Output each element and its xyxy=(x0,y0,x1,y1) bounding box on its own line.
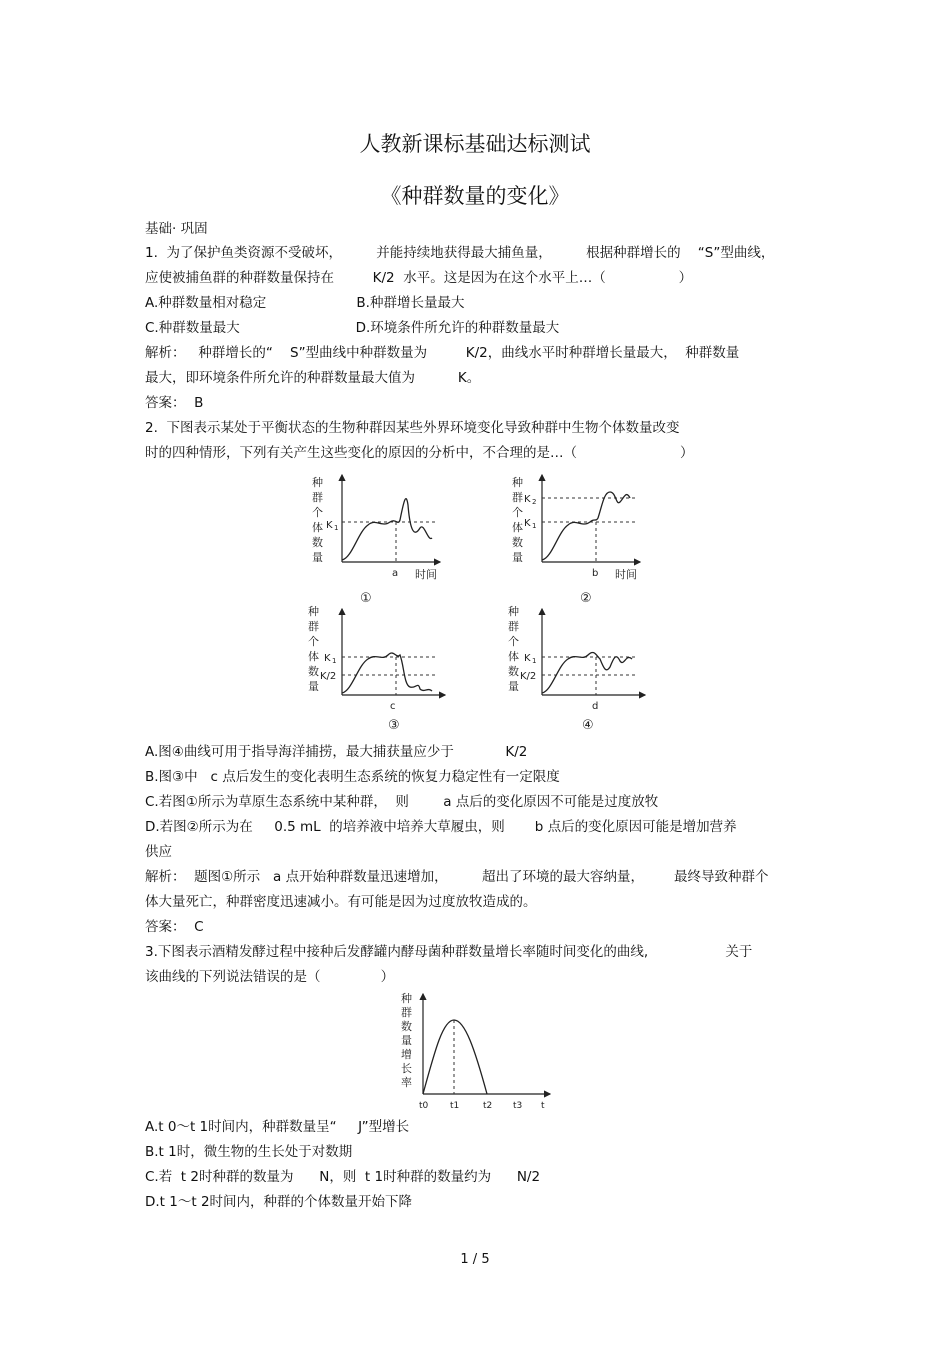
svg-text:数: 数 xyxy=(308,665,319,678)
svg-text:量: 量 xyxy=(312,551,323,564)
panel-3-label: ③ xyxy=(388,718,400,733)
q3-figure xyxy=(395,990,560,1119)
svg-text:体: 体 xyxy=(512,521,523,534)
svg-text:体: 体 xyxy=(308,650,319,663)
q3-tick-t2: t2 xyxy=(483,1101,493,1111)
panel-3 xyxy=(308,605,445,733)
svg-text:群: 群 xyxy=(312,491,323,504)
q1-options-ab: A.种群数量相对稳定 B.种群增长量最大 xyxy=(145,295,465,311)
panel-1-xlabel: 时间 xyxy=(415,568,437,581)
panel-1-ylabel xyxy=(312,476,323,564)
q3-line-2: 该曲线的下列说法错误的是（ ） xyxy=(145,969,395,985)
q1-answer: 答案： B xyxy=(145,395,204,411)
svg-text:量: 量 xyxy=(308,680,319,693)
doc-subtitle: 《种群数量的变化》 xyxy=(380,184,570,208)
panel-4-k1: K xyxy=(524,653,531,664)
svg-text:体: 体 xyxy=(312,521,323,534)
q3-line-1: 3.下图表示酒精发酵过程中接种后发酵罐内酵母菌种群数量增长率随时间变化的曲线, 关于 xyxy=(145,944,753,960)
svg-text:个: 个 xyxy=(308,635,319,648)
q2-option-b: B.图③中 c 点后发生的变化表明生态系统的恢复力稳定性有一定限度 xyxy=(145,769,560,785)
svg-text:1: 1 xyxy=(532,657,537,665)
svg-text:数: 数 xyxy=(401,1020,412,1033)
panel-2-k2: K xyxy=(524,494,531,505)
panel-4-khalf: K/2 xyxy=(520,671,537,682)
q3-option-d: D.t 1～t 2时间内，种群的个体数量开始下降 xyxy=(145,1194,413,1210)
q2-figure xyxy=(300,470,660,739)
svg-text:2: 2 xyxy=(532,498,537,506)
svg-text:1: 1 xyxy=(334,524,339,532)
q1-options-cd: C.种群数量最大 D.环境条件所允许的种群数量最大 xyxy=(145,320,560,336)
q2-analysis-2: 体大量死亡，种群密度迅速减小。有可能是因为过度放牧造成的。 xyxy=(145,894,537,910)
q2-option-c: C.若图①所示为草原生态系统中某种群， 则 a 点后的变化原因不可能是过度放牧 xyxy=(145,794,659,810)
panel-1 xyxy=(312,475,440,606)
svg-text:种: 种 xyxy=(308,605,319,618)
q3-growth-curve xyxy=(423,1020,487,1094)
q2-option-d-2: 供应 xyxy=(145,844,172,860)
svg-text:率: 率 xyxy=(401,1076,412,1089)
panel-1-k1: K xyxy=(326,520,333,531)
panel-4-label: ④ xyxy=(582,718,594,733)
page-number: 1 / 5 xyxy=(460,1252,490,1267)
q2-option-a: A.图④曲线可用于指导海洋捕捞，最大捕获量应少于 K/2 xyxy=(145,744,528,760)
svg-text:数: 数 xyxy=(312,536,323,549)
svg-text:个: 个 xyxy=(508,635,519,648)
q3-tick-t0: t0 xyxy=(419,1101,429,1111)
panel-2-label: ② xyxy=(580,591,592,606)
q2-option-d-1: D.若图②所示为在 0.5 mL 的培养液中培养大草履虫，则 b 点后的变化原因可能是增加营养 xyxy=(145,819,737,835)
q3-figure-svg xyxy=(395,990,560,1115)
svg-text:量: 量 xyxy=(401,1034,412,1047)
svg-text:群: 群 xyxy=(512,491,523,504)
q3-tick-t1: t1 xyxy=(450,1101,460,1111)
svg-text:群: 群 xyxy=(308,620,319,633)
panel-2-xlabel: 时间 xyxy=(615,568,637,581)
q3-option-b: B.t 1时，微生物的生长处于对数期 xyxy=(145,1144,353,1160)
panel-4-point-d: d xyxy=(592,701,599,712)
panel-4 xyxy=(508,605,645,733)
q2-analysis-1: 解析： 题图①所示 a 点开始种群数量迅速增加， 超出了环境的最大容纳量， 最终导致种群个 xyxy=(145,869,769,885)
q3-tick-t3: t3 xyxy=(513,1101,523,1111)
svg-text:种: 种 xyxy=(312,476,323,489)
q2-answer: 答案： C xyxy=(145,919,204,935)
panel-2-ylabel xyxy=(512,476,523,564)
q1-analysis-1: 解析： 种群增长的“ S”型曲线中种群数量为 K/2，曲线水平时种群增长量最大， 种群数量 xyxy=(145,345,740,361)
q1-analysis-2: 最大，即环境条件所允许的种群数量最大值为 K。 xyxy=(145,370,481,386)
panel-3-point-c: c xyxy=(390,701,396,712)
q3-ylabel xyxy=(401,992,412,1089)
svg-text:1: 1 xyxy=(532,522,537,530)
svg-text:个: 个 xyxy=(312,506,323,519)
svg-text:种: 种 xyxy=(512,476,523,489)
q2-line-2: 时的四种情形，下列有关产生这些变化的原因的分析中，不合理的是…（ ） xyxy=(145,445,694,461)
q1-line-1: 1. 为了保护鱼类资源不受破坏， 并能持续地获得最大捕鱼量， 根据种群增长的 “S”型曲线， xyxy=(145,245,775,261)
panel-1-point-a: a xyxy=(392,568,399,579)
panel-2 xyxy=(512,475,640,606)
panel-2-point-b: b xyxy=(592,568,599,579)
doc-title: 人教新课标基础达标测试 xyxy=(359,132,591,156)
q2-line-1: 2. 下图表示某处于平衡状态的生物种群因某些外界环境变化导致种群中生物个体数量改变 xyxy=(145,420,680,436)
panel-1-label: ① xyxy=(360,591,372,606)
q2-figure-svg xyxy=(300,470,660,735)
svg-text:长: 长 xyxy=(401,1062,412,1075)
q1-line-2: 应使被捕鱼群的种群数量保持在 K/2 水平。这是因为在这个水平上…（ ） xyxy=(145,270,693,286)
svg-text:数: 数 xyxy=(508,665,519,678)
svg-text:群: 群 xyxy=(401,1006,412,1019)
panel-2-k1: K xyxy=(524,518,531,529)
svg-text:增: 增 xyxy=(401,1048,412,1061)
svg-text:1: 1 xyxy=(332,657,337,665)
panel-4-ylabel xyxy=(508,605,519,693)
svg-text:群: 群 xyxy=(508,620,519,633)
svg-text:数: 数 xyxy=(512,536,523,549)
q3-tick-t: t xyxy=(541,1101,545,1111)
panel-3-ylabel xyxy=(308,605,319,693)
svg-text:个: 个 xyxy=(512,506,523,519)
svg-text:量: 量 xyxy=(512,551,523,564)
svg-text:量: 量 xyxy=(508,680,519,693)
svg-text:种: 种 xyxy=(401,992,412,1005)
panel-3-khalf: K/2 xyxy=(320,671,337,682)
panel-3-k1: K xyxy=(324,653,331,664)
svg-text:种: 种 xyxy=(508,605,519,618)
q3-option-a: A.t 0～t 1时间内，种群数量呈“ J”型增长 xyxy=(145,1119,410,1135)
q3-option-c: C.若 t 2时种群的数量为 N，则 t 1时种群的数量约为 N/2 xyxy=(145,1169,541,1185)
section-label: 基础· 巩固 xyxy=(145,221,208,237)
svg-text:体: 体 xyxy=(508,650,519,663)
